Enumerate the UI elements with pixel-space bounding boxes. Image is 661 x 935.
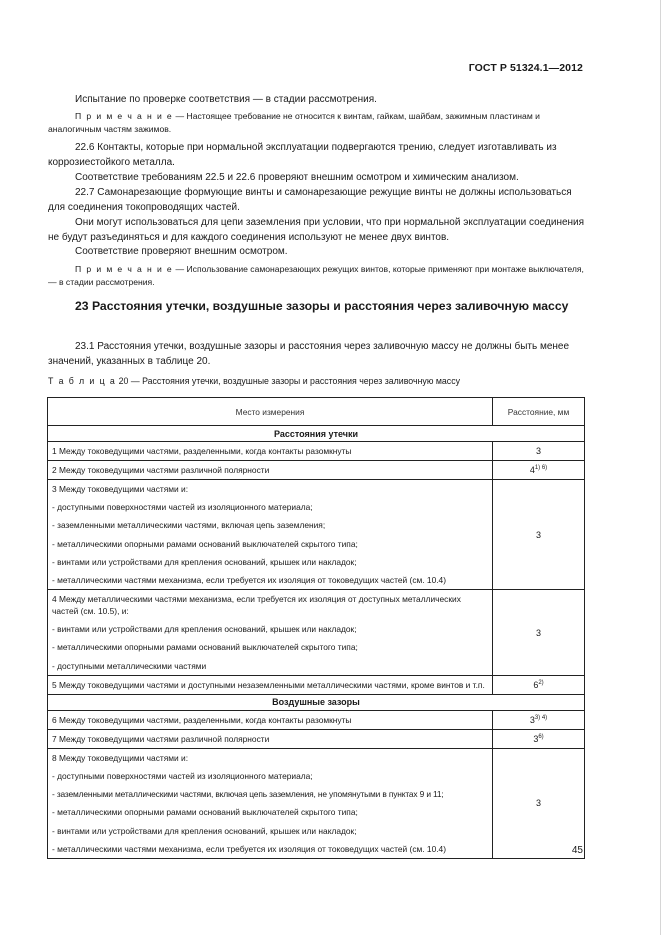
row-3-line: - винтами или устройствами для крепления оснований, крышек или накладок; xyxy=(52,556,357,567)
note-2-text: — Использование самонарезающих режущих винтов, которые применяют при монтаже выключателя, — в стадии рассмотрения. xyxy=(48,264,584,287)
table-row xyxy=(48,461,585,480)
section-row xyxy=(48,426,585,442)
standard-header: ГОСТ Р 51324.1—2012 xyxy=(468,62,583,74)
note-1 xyxy=(48,110,585,135)
row-2-text: 2 Между токоведущими частями различной полярности xyxy=(48,461,493,480)
row-7-footnote: 6) xyxy=(538,733,544,740)
row-8-line: - заземленными металлическими частями, включая цепь заземления, не упомянутыми в пунктах 9 и 11; xyxy=(52,789,444,800)
paragraph-grounding: Они могут использоваться для цепи заземления при условии, что при нормальной эксплуатации соединения не будут разъединяться и для каждого соединения используют не менее двух винтов. xyxy=(48,217,585,243)
table-row xyxy=(48,442,585,461)
table-row xyxy=(48,748,585,858)
section-row xyxy=(48,694,585,710)
row-7-value-cell xyxy=(493,729,585,748)
row-5-value: 6 xyxy=(533,679,539,690)
note-2-label: П р и м е ч а н и е xyxy=(75,264,174,274)
row-6-footnote: 3) 4) xyxy=(534,714,548,721)
row-5-text: 5 Между токоведущими частями и доступными незаземленными металлическими частями, кроме винтов и т.п. xyxy=(48,675,493,694)
note-2 xyxy=(48,263,585,288)
row-8-value: 3 xyxy=(493,748,585,858)
row-3-line: - металлическими опорными рамами оснований выключателей скрытого типа; xyxy=(52,538,358,549)
table-caption-label: Т а б л и ц а xyxy=(48,376,117,386)
section-creepage: Расстояния утечки xyxy=(48,426,585,442)
row-4-value: 3 xyxy=(493,590,585,676)
row-3-line: - доступными поверхностями частей из изоляционного материала; xyxy=(52,502,313,513)
section-clearances: Воздушные зазоры xyxy=(48,694,585,710)
row-4-line: - винтами или устройствами для крепления оснований, крышек или накладок; xyxy=(52,624,357,635)
table-row xyxy=(48,480,585,590)
table-caption xyxy=(48,376,460,386)
row-8-line: 8 Между токоведущими частями и: xyxy=(52,752,189,763)
table-header-row xyxy=(48,398,585,426)
note-1-text: — Настоящее требование не относится к винтам, гайкам, шайбам, зажимным пластинам и аналогичным частям зажимов. xyxy=(48,111,540,134)
row-7-value: 3 xyxy=(533,733,539,744)
row-7-text: 7 Между токоведущими частями различной полярности xyxy=(48,729,493,748)
distances-table xyxy=(47,397,585,859)
row-3-value: 3 xyxy=(493,480,585,590)
paragraph-22-7: 22.7 Самонарезающие формующие винты и самонарезающие режущие винты не должны использоваться для соединения токопроводящих частей. xyxy=(48,187,572,213)
row-5-footnote: 2) xyxy=(538,679,544,686)
paragraph-visual-check: Соответствие проверяют внешним осмотром. xyxy=(75,246,288,257)
row-3-line: - заземленными металлическими частями, включая цепь заземления; xyxy=(52,520,326,531)
row-6-text: 6 Между токоведущими частями, разделенными, когда контакты разомкнуты xyxy=(48,710,493,729)
table-row xyxy=(48,729,585,748)
paragraph-23-1: 23.1 Расстояния утечки, воздушные зазоры и расстояния через заливочную массу не должны быть менее значений, указанных в таблице 20. xyxy=(48,341,570,367)
table-row xyxy=(48,710,585,729)
table-row xyxy=(48,590,585,676)
row-3-text xyxy=(48,480,493,590)
row-6-value: 3 xyxy=(529,714,535,725)
table-caption-text: 20 — Расстояния утечки, воздушные зазоры и расстояния через заливочную массу xyxy=(116,376,461,386)
header-distance: Расстояние, мм xyxy=(493,398,585,426)
row-4-line: - металлическими опорными рамами оснований выключателей скрытого типа; xyxy=(52,642,358,653)
table-row xyxy=(48,675,585,694)
row-1-text: 1 Между токоведущими частями, разделенными, когда контакты разомкнуты xyxy=(48,442,493,461)
row-8-line: - винтами или устройствами для крепления оснований, крышек или накладок; xyxy=(52,825,357,836)
row-6-value-cell xyxy=(493,710,585,729)
row-2-value: 4 xyxy=(529,465,535,475)
row-8-line: - металлическими частями механизма, если требуется их изоляция от токоведущих частей (см. 10.4) xyxy=(52,843,447,854)
row-4-text xyxy=(48,590,493,676)
row-2-footnote: 1) 6) xyxy=(534,465,548,471)
row-8-line: - доступными поверхностями частей из изоляционного материала; xyxy=(52,771,313,782)
paragraph-22-6: 22.6 Контакты, которые при нормальной эксплуатации подвергаются трению, следует изготавливать из коррозиестойкого металла. xyxy=(48,142,557,168)
paragraph-compliance-22-5: Соответствие требованиям 22.5 и 22.6 проверяют внешним осмотром и химическим анализом. xyxy=(75,172,519,183)
header-place: Место измерения xyxy=(48,398,493,426)
row-4-line: 4 Между металлическими частями механизма, если требуется их изоляция от доступных металлических частей (см. 10.5), и: xyxy=(52,594,461,617)
page-number: 45 xyxy=(571,845,583,856)
note-1-label: П р и м е ч а н и е xyxy=(75,111,174,121)
paragraph-test: Испытание по проверке соответствия — в стадии рассмотрения. xyxy=(75,94,377,105)
row-5-value-cell xyxy=(493,675,585,694)
row-3-line: 3 Между токоведущими частями и: xyxy=(52,484,189,494)
row-2-value-cell xyxy=(493,461,585,480)
row-1-value: 3 xyxy=(493,442,585,461)
row-8-text xyxy=(48,748,493,858)
section-23-title: 23 Расстояния утечки, воздушные зазоры и расстояния через заливочную массу xyxy=(75,299,569,313)
row-4-line: - доступными металлическими частями xyxy=(52,660,207,671)
row-3-line: - металлическими частями механизма, если требуется их изоляция от токоведущих частей (см. 10.4) xyxy=(52,575,447,586)
row-8-line: - металлическими опорными рамами оснований выключателей скрытого типа; xyxy=(52,807,358,818)
